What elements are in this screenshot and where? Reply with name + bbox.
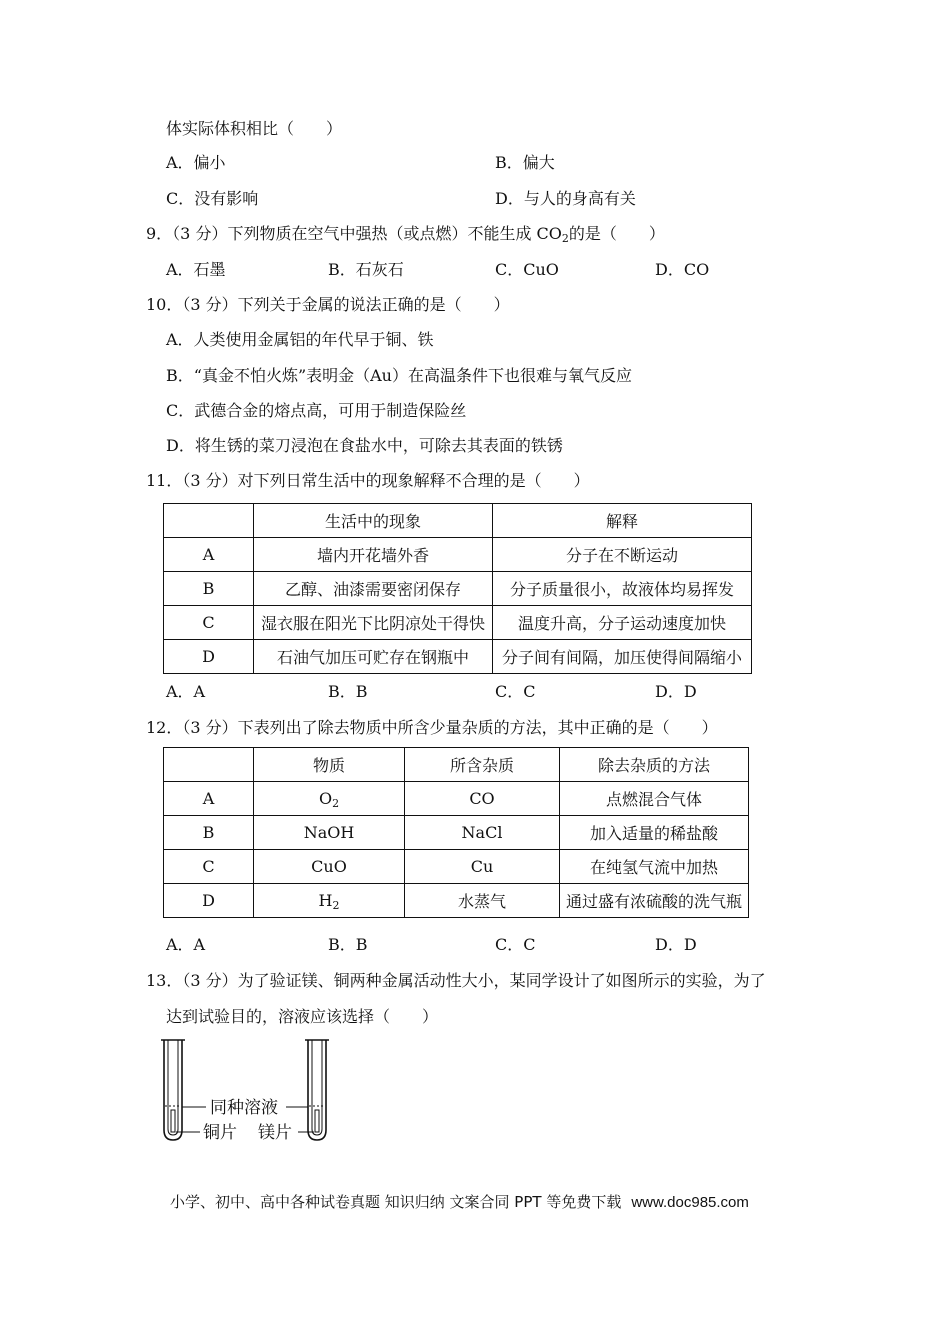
table-cell: Cu [405, 850, 560, 884]
test-tube-left [161, 1040, 185, 1140]
table-cell: C [164, 606, 254, 640]
table-cell: 分子在不断运动 [493, 538, 752, 572]
table-header-cell: 除去杂质的方法 [560, 748, 749, 782]
table-cell [254, 782, 405, 816]
formula-main: CuO [311, 857, 347, 876]
q8-option-c: C．没有影响 [166, 189, 259, 208]
q8-option-d: D．与人的身高有关 [495, 189, 636, 208]
table-cell [254, 884, 405, 918]
test-tube-right [305, 1040, 329, 1140]
footer-site-link[interactable]: www.doc985.com [631, 1194, 749, 1211]
table-row [164, 884, 749, 918]
footer-text: 小学、初中、高中各种试卷真题 知识归纳 文案合同 PPT 等免费下载 [170, 1193, 622, 1211]
q13-stem-line2: 达到试验目的，溶液应该选择（ ） [166, 1007, 439, 1026]
table-cell: 温度升高，分子运动速度加快 [493, 606, 752, 640]
table-row [164, 640, 752, 674]
q12-option-b: B．B [328, 935, 368, 954]
q9-stem-subscript: 2 [561, 232, 569, 245]
q11-option-a: A．A [166, 682, 206, 701]
table-header-cell: 物质 [254, 748, 405, 782]
table-cell: 分子间有间隔，加压使得间隔缩小 [493, 640, 752, 674]
q12-option-a: A．A [166, 935, 206, 954]
table-cell [254, 816, 405, 850]
table-cell: 湿衣服在阳光下比阴凉处干得快 [254, 606, 493, 640]
table-cell: D [164, 884, 254, 918]
table-header-row [164, 504, 752, 538]
table-row [164, 538, 752, 572]
table-cell: 分子质量很小，故液体均易挥发 [493, 572, 752, 606]
table-row [164, 782, 749, 816]
q9-option-a: A．石墨 [166, 260, 226, 279]
q8-option-b: B．偏大 [495, 153, 555, 172]
table-cell: 在纯氢气流中加热 [560, 850, 749, 884]
q11-option-b: B．B [328, 682, 368, 701]
label-magnesium-strip: 镁片 [258, 1123, 292, 1143]
q9-stem [146, 223, 665, 245]
table-header-cell [164, 504, 254, 538]
table-cell: 乙醇、油漆需要密闭保存 [254, 572, 493, 606]
table-header-cell: 所含杂质 [405, 748, 560, 782]
q12-stem: 12．（3 分）下表列出了除去物质中所含少量杂质的方法，其中正确的是（ ） [146, 718, 718, 737]
table-cell: 水蒸气 [405, 884, 560, 918]
q11-option-d: D．D [655, 682, 697, 701]
table-header-cell: 生活中的现象 [254, 504, 493, 538]
table-cell: 加入适量的稀盐酸 [560, 816, 749, 850]
table-row [164, 850, 749, 884]
table-cell: CO [405, 782, 560, 816]
table-cell: D [164, 640, 254, 674]
table-cell: 点燃混合气体 [560, 782, 749, 816]
q9-stem-pre: 9．（3 分）下列物质在空气中强热（或点燃）不能生成 CO [146, 224, 562, 243]
table-cell: 墙内开花墙外香 [254, 538, 493, 572]
page-footer [170, 1191, 749, 1212]
q12-table [163, 747, 749, 918]
table-header-cell: 解释 [493, 504, 752, 538]
formula-main: NaOH [303, 823, 355, 842]
q11-stem: 11．（3 分）对下列日常生活中的现象解释不合理的是（ ） [146, 471, 590, 490]
formula-main: O [318, 789, 333, 808]
magnesium-strip [315, 1110, 319, 1132]
label-same-solution: 同种溶液 [210, 1098, 278, 1118]
q8-stem-continuation: 体实际体积相比（ ） [166, 119, 343, 138]
q12-option-c: C．C [495, 935, 536, 954]
label-copper-strip: 铜片 [203, 1123, 237, 1143]
table-cell: A [164, 782, 254, 816]
table-row [164, 816, 749, 850]
q12-option-d: D．D [655, 935, 697, 954]
q13-stem-line1: 13．（3 分）为了验证镁、铜两种金属活动性大小，某同学设计了如图所示的实验，为了 [146, 971, 766, 990]
formula-subscript: 2 [332, 797, 340, 810]
table-cell [254, 850, 405, 884]
q8-option-a: A．偏小 [166, 153, 226, 172]
table-cell: B [164, 816, 254, 850]
table-row [164, 572, 752, 606]
table-cell: 石油气加压可贮存在钢瓶中 [254, 640, 493, 674]
q9-option-c: C．CuO [495, 260, 559, 279]
q10-option-a: A．人类使用金属铝的年代早于铜、铁 [166, 330, 434, 349]
formula-main: H [318, 891, 333, 910]
q10-stem: 10．（3 分）下列关于金属的说法正确的是（ ） [146, 295, 510, 314]
table-cell: A [164, 538, 254, 572]
table-cell: B [164, 572, 254, 606]
test-tube-figure [150, 1034, 340, 1146]
table-cell: C [164, 850, 254, 884]
table-header-row [164, 748, 749, 782]
table-cell: NaCl [405, 816, 560, 850]
q11-table [163, 503, 752, 674]
copper-strip [171, 1110, 175, 1132]
table-cell: 通过盛有浓硫酸的洗气瓶 [560, 884, 749, 918]
formula-subscript: 2 [332, 899, 340, 912]
q9-stem-post: 的是（ ） [568, 224, 665, 243]
table-row [164, 606, 752, 640]
q10-option-d: D．将生锈的菜刀浸泡在食盐水中，可除去其表面的铁锈 [166, 436, 563, 455]
q10-option-c: C．武德合金的熔点高，可用于制造保险丝 [166, 401, 467, 420]
q9-option-d: D．CO [655, 260, 710, 279]
q11-option-c: C．C [495, 682, 536, 701]
q10-option-b: B．“真金不怕火炼”表明金（Au）在高温条件下也很难与氧气反应 [166, 366, 632, 385]
table-header-cell [164, 748, 254, 782]
q9-option-b: B．石灰石 [328, 260, 404, 279]
